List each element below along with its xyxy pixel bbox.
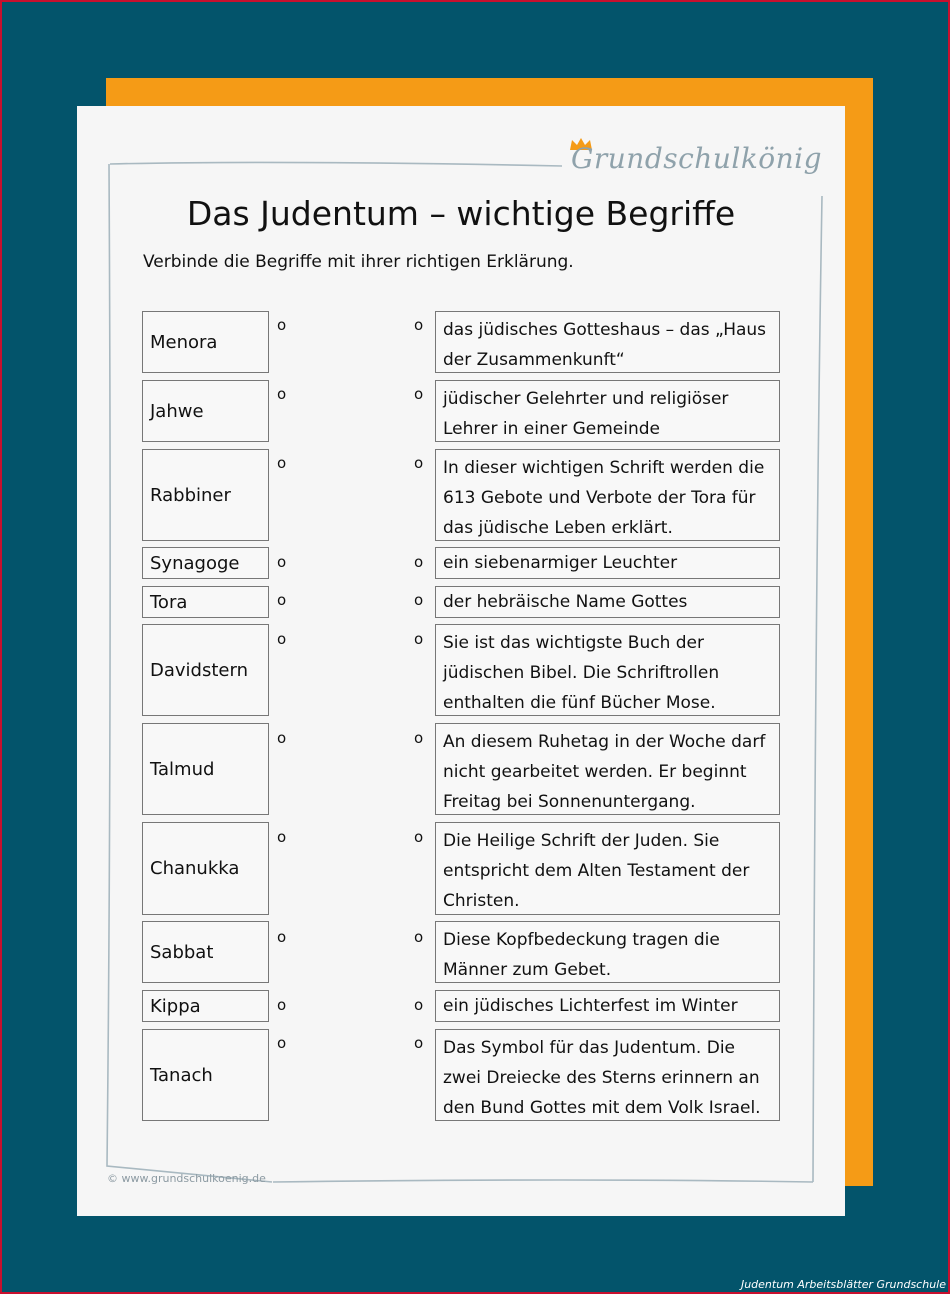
definition-box: Sie ist das wichtigste Buch der jüdischen Bibel. Die Schriftrollen enthalten die fünf Bücher Mose. [435,624,780,716]
right-connector-dot: o [414,996,424,1014]
right-connector-dot: o [414,553,424,571]
right-connector-dot: o [414,729,424,747]
definition-box: In dieser wichtigen Schrift werden die 613 Gebote und Verbote der Tora für das jüdische Leben erklärt. [435,449,780,541]
image-caption: Judentum Arbeitsblätter Grundschule [740,1278,946,1291]
right-connector-dot: o [414,385,424,403]
term-box: Talmud [142,723,269,815]
left-connector-dot: o [277,591,287,609]
footer-copyright: © www.grundschulkoenig.de [107,1172,266,1185]
definition-box: Die Heilige Schrift der Juden. Sie entspricht dem Alten Testament der Christen. [435,822,780,915]
definition-box: das jüdisches Gotteshaus – das „Haus der Zusammenkunft“ [435,311,780,373]
term-box: Davidstern [142,624,269,716]
left-connector-dot: o [277,828,287,846]
brand-logo: Grundschulkönig [571,142,823,175]
worksheet-page [77,106,845,1216]
left-connector-dot: o [277,553,287,571]
right-connector-dot: o [414,454,424,472]
definition-box: Das Symbol für das Judentum. Die zwei Dreiecke des Sterns erinnern an den Bund Gottes mit dem Volk Israel. [435,1029,780,1121]
right-connector-dot: o [414,591,424,609]
instruction-text: Verbinde die Begriffe mit ihrer richtigen Erklärung. [143,252,574,272]
definition-box: ein siebenarmiger Leuchter [435,547,780,579]
left-connector-dot: o [277,1034,287,1052]
term-box: Kippa [142,990,269,1022]
right-connector-dot: o [414,928,424,946]
term-box: Rabbiner [142,449,269,541]
left-connector-dot: o [277,630,287,648]
definition-box: ein jüdisches Lichterfest im Winter [435,990,780,1022]
left-connector-dot: o [277,454,287,472]
left-connector-dot: o [277,928,287,946]
definition-box: der hebräische Name Gottes [435,586,780,618]
left-connector-dot: o [277,316,287,334]
right-connector-dot: o [414,1034,424,1052]
term-box: Sabbat [142,921,269,983]
term-box: Synagoge [142,547,269,579]
page-title: Das Judentum – wichtige Begriffe [186,194,736,233]
definition-box: jüdischer Gelehrter und religiöser Lehrer in einer Gemeinde [435,380,780,442]
term-box: Tanach [142,1029,269,1121]
right-connector-dot: o [414,828,424,846]
term-box: Tora [142,586,269,618]
definition-box: An diesem Ruhetag in der Woche darf nicht gearbeitet werden. Er beginnt Freitag bei Sonnenuntergang. [435,723,780,815]
left-connector-dot: o [277,385,287,403]
right-connector-dot: o [414,630,424,648]
left-connector-dot: o [277,729,287,747]
term-box: Jahwe [142,380,269,442]
right-connector-dot: o [414,316,424,334]
term-box: Menora [142,311,269,373]
left-connector-dot: o [277,996,287,1014]
term-box: Chanukka [142,822,269,915]
definition-box: Diese Kopfbedeckung tragen die Männer zum Gebet. [435,921,780,983]
